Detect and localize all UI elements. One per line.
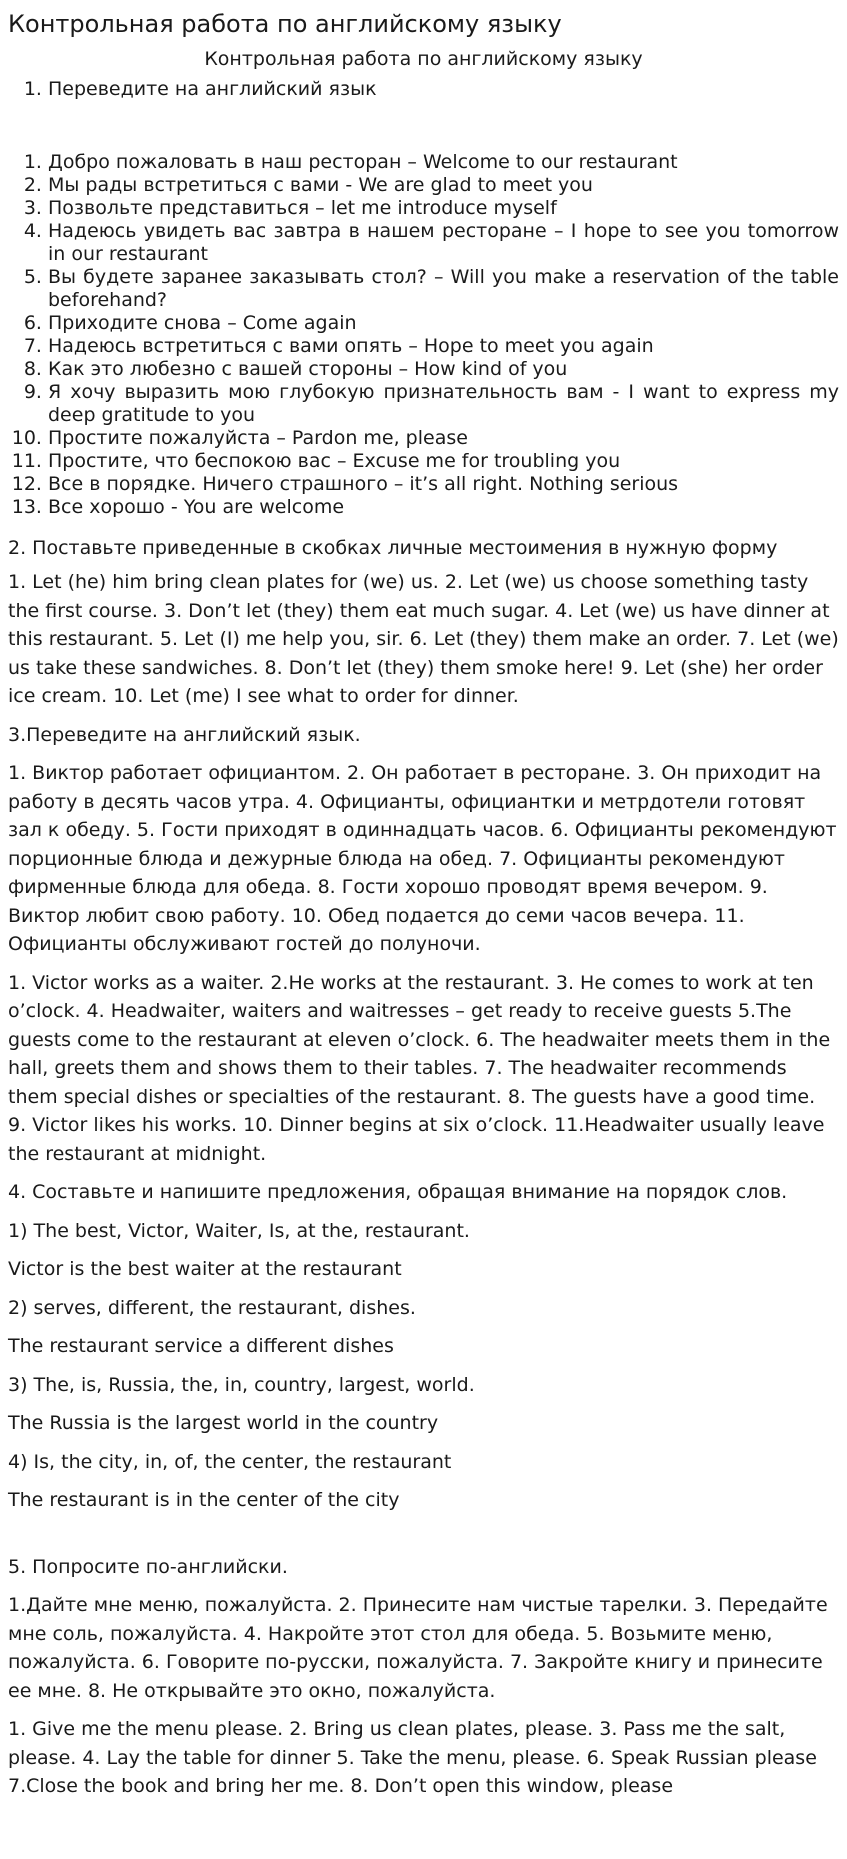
task4-lines (8, 1217, 839, 1515)
task1-item: 4. Надеюсь увидеть вас завтра в нашем ресторане – I hope to see you tomorrow in our restaurant (48, 220, 839, 266)
task1-item: 2. Мы рады встретиться с вами - We are glad to meet you (48, 174, 839, 197)
task4-answer: The Russia is the largest world in the country (8, 1412, 439, 1434)
task4-answer: Victor is the best waiter at the restaurant (8, 1258, 402, 1280)
task1-item: 10. Простите пожалуйста – Pardon me, please (48, 427, 839, 450)
task1-item: 9. Я хочу выразить мою глубокую признательность вам - I want to express my deep gratitude to you (48, 381, 839, 427)
task3-heading: 3.Переведите на английский язык. (8, 723, 361, 746)
task1-item: 7. Надеюсь встретиться с вами опять – Hope to meet you again (48, 335, 839, 358)
spacer (8, 1525, 839, 1553)
task2-heading: 2. Поставьте приведенные в скобках личные местоимения в нужную форму (8, 537, 778, 559)
task4-answer: The restaurant service a different dishes (8, 1335, 394, 1357)
task4-prompt: 1) The best, Victor, Waiter, Is, at the, restaurant. (8, 1219, 470, 1242)
task5-russian-text: 1.Дайте мне меню, пожалуйста. 2. Принесите нам чистые тарелки. 3. Передайте мне соль, пожалуйста. 4. Накройте этот стол для обеда. 5. Возьмите меню, пожалуйста. 6. Говорите по-русски, пожалуйста. 7. Закройте книгу и принесите ее мне. 8. Не открывайте это окно, пожалуйста. (8, 1594, 828, 1702)
task3-russian-text: 1. Виктор работает официантом. 2. Он работает в ресторане. 3. Он приходит на работу в десять часов утра. 4. Официанты, официантки и метрдотели готовят зал к обеду. 5. Гости приходят в одиннадцать часов. 6. Официанты рекомендуют порционные блюда и дежурные блюда на обед. 7. Официанты рекомендуют фирменные блюда для обеда. 8. Гости хорошо проводят время вечером. 9. Виктор любит свою работу. 10. Обед подается до семи часов вечера. 11. Официанты обслуживают гостей до полуночи. (8, 762, 837, 955)
task4-heading: 4. Составьте и напишите предложения, обращая внимание на порядок слов. (8, 1181, 788, 1203)
task3-english-text: 1. Victor works as a waiter. 2.He works at the restaurant. 3. He comes to work at ten o’clock. 4. Headwaiter, waiters and waitresses – get ready to receive guests 5.The guests come to the restaurant at eleven o’clock. 6. The headwaiter meets them in the hall, greets them and shows them to their tables. 7. The headwaiter recommends them special dishes or specialties of the restaurant. 8. The guests have a good time. 9. Victor likes his works. 10. Dinner begins at six o’clock. 11.Headwaiter usually leave the restaurant at midnight. (8, 971, 831, 1165)
task4-prompt: 4) Is, the city, in, of, the center, the restaurant (8, 1450, 452, 1473)
task1-item: 12. Все в порядке. Ничего страшного – it’s all right. Nothing serious (48, 473, 839, 496)
task1-item: 6. Приходите снова – Come again (48, 312, 839, 335)
task1-heading-list (8, 78, 839, 101)
task1-item: 11. Простите, что беспокою вас – Excuse me for troubling you (48, 450, 839, 473)
task1-item: 13. Все хорошо - You are welcome (48, 496, 839, 519)
centered-title: Контрольная работа по английскому языку (204, 48, 643, 70)
task1-item: 1. Добро пожаловать в наш ресторан – Welcome to our restaurant (48, 151, 839, 174)
task2-text: 1. Let (he) him bring clean plates for (we) us. 2. Let (we) us choose something tasty the first course. 3. Don’t let (they) them eat much sugar. 4. Let (we) us have dinner at this restaurant. 5. Let (I) me help you, sir. 6. Let (they) them make an order. 7. Let (we) us take these sandwiches. 8. Don’t let (they) them smoke here! 9. Let (she) her order ice cream. 10. Let (me) I see what to order for dinner. (8, 571, 839, 707)
task1-items-list (8, 151, 839, 519)
task5-english-text: 1. Give me the menu please. 2. Bring us clean plates, please. 3. Pass me the salt, please. 4. Lay the table for dinner 5. Take the menu, please. 6. Speak Russian please 7.Close the book and bring her me. 8. Don’t open this window, please (8, 1718, 817, 1797)
task5-heading: 5. Попросите по-английски. (8, 1555, 288, 1578)
document-title: Контрольная работа по английскому языку (8, 10, 562, 38)
task1-item: 5. Вы будете заранее заказывать стол? – Will you make a reservation of the table beforehand? (48, 266, 839, 312)
task4-answer: The restaurant is in the center of the city (8, 1489, 400, 1511)
task4-prompt: 3) The, is, Russia, the, in, country, largest, world. (8, 1373, 475, 1396)
task1-item: 3. Позвольте представиться – let me introduce myself (48, 197, 839, 220)
task4-prompt: 2) serves, different, the restaurant, dishes. (8, 1296, 416, 1319)
task1-item: 8. Как это любезно с вашей стороны – How kind of you (48, 358, 839, 381)
task1-heading: 1. Переведите на английский язык (48, 78, 839, 101)
